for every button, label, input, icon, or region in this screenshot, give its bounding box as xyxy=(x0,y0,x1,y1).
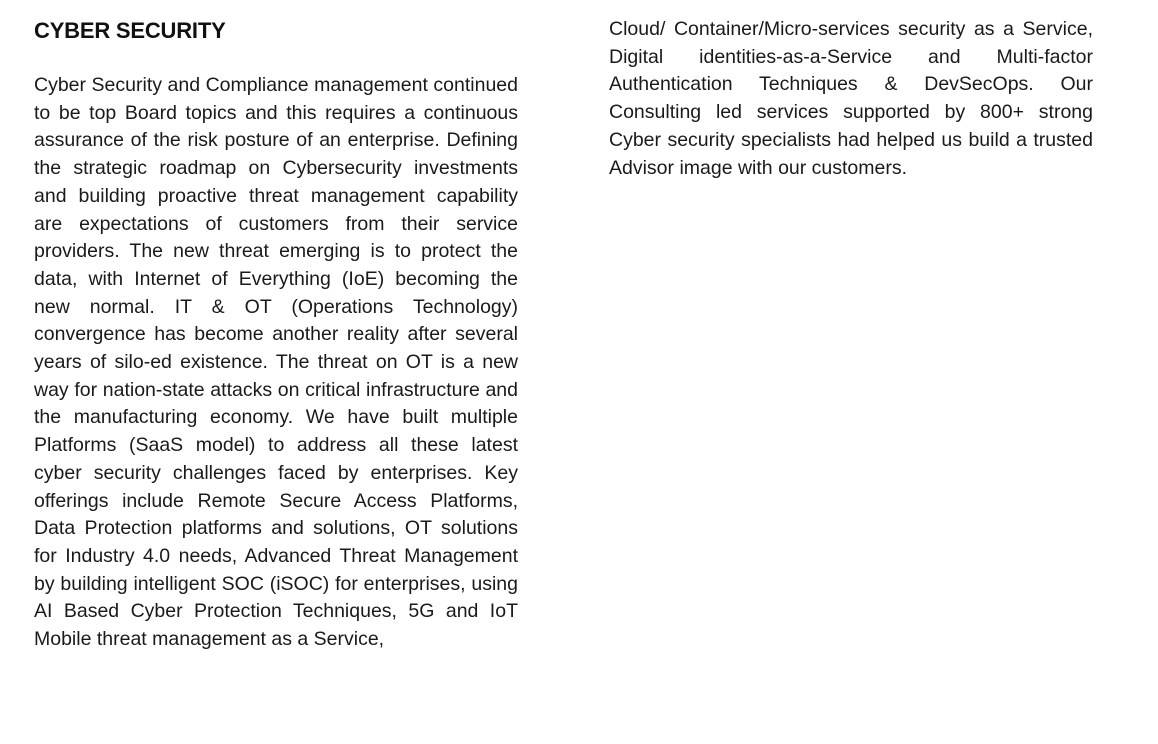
right-paragraph: Cloud/ Container/Micro-services security as a Service, Digital identities-as-a-Service and Multi-factor Authentication Techniques & DevSecOps. Our Consulting led services supported by 800+ strong Cyber security specialists had helped us build a trusted Advisor image with our customers. xyxy=(609,18,1093,179)
left-column xyxy=(34,16,518,654)
right-column xyxy=(609,16,1093,182)
section-heading: CYBER SECURITY xyxy=(34,18,226,43)
left-paragraph: Cyber Security and Compliance management continued to be top Board topics and this requires a continuous assurance of the risk posture of an enterprise. Defining the strategic roadmap on Cybersecurity investments and building proactive threat management capability are expectations of customers from their service providers. The new threat emerging is to protect the data, with Internet of Everything (IoE) becoming the new normal. IT & OT (Operations Technology) convergence has become another reality after several years of silo-ed existence. The threat on OT is a new way for nation-state attacks on critical infrastructure and the manufacturing economy. We have built multiple Platforms (SaaS model) to address all these latest cyber security challenges faced by enterprises. Key offerings include Remote Secure Access Platforms, Data Protection platforms and solutions, OT solutions for Industry 4.0 needs, Advanced Threat Management by building intelligent SOC (iSOC) for enterprises, using AI Based Cyber Protection Techniques, 5G and IoT Mobile threat management as a Service, xyxy=(34,74,518,651)
